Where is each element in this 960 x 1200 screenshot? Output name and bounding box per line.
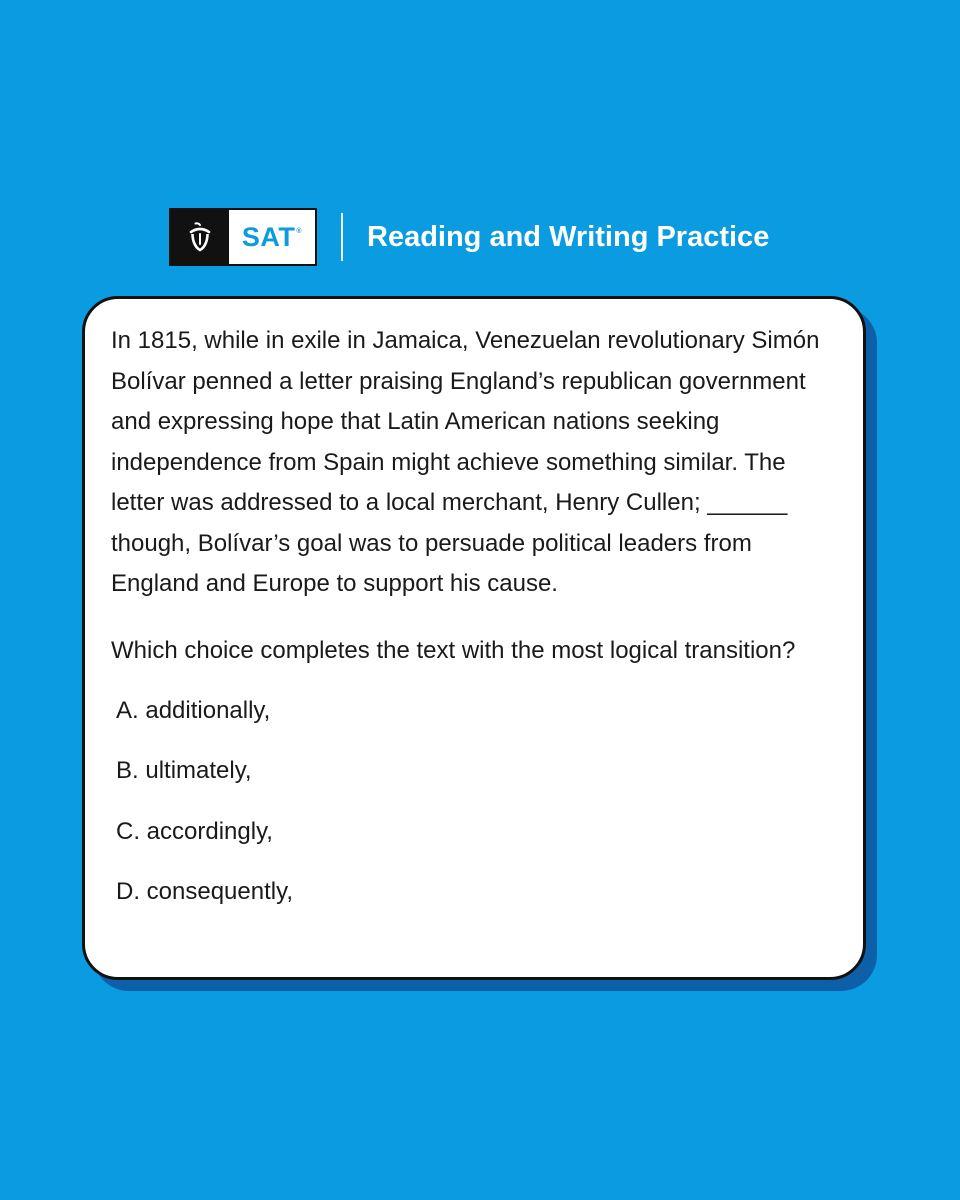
acorn-icon <box>187 222 213 252</box>
brand-text: SAT <box>241 221 296 252</box>
logo-wordmark <box>229 210 315 264</box>
header-divider <box>341 213 343 261</box>
question-card <box>82 296 866 980</box>
answer-choice-a[interactable]: A. additionally, <box>116 696 271 724</box>
answer-choice-b[interactable]: B. ultimately, <box>116 757 252 784</box>
registered-mark: ® <box>296 227 303 235</box>
page-title: Reading and Writing Practice <box>367 220 770 253</box>
answer-choices <box>116 696 839 938</box>
header <box>169 208 769 266</box>
logo-mark <box>171 210 229 264</box>
question-passage: In 1815, while in exile in Jamaica, Venezuelan revolutionary Simón Bolívar penned a letter praising England’s republican government and expressing hope that Latin American nations seeking independence from Spain might achieve something similar. The letter was addressed to a local merchant, Henry Cullen; ______ though, Bolívar’s goal was to persuade political leaders from England and Europe to support his cause. <box>111 327 820 597</box>
answer-choice-c[interactable]: C. accordingly, <box>116 817 273 845</box>
question-prompt: Which choice completes the text with the most logical transition? <box>111 636 796 664</box>
sat-logo <box>169 208 317 266</box>
answer-choice-d[interactable]: D. consequently, <box>116 878 293 905</box>
